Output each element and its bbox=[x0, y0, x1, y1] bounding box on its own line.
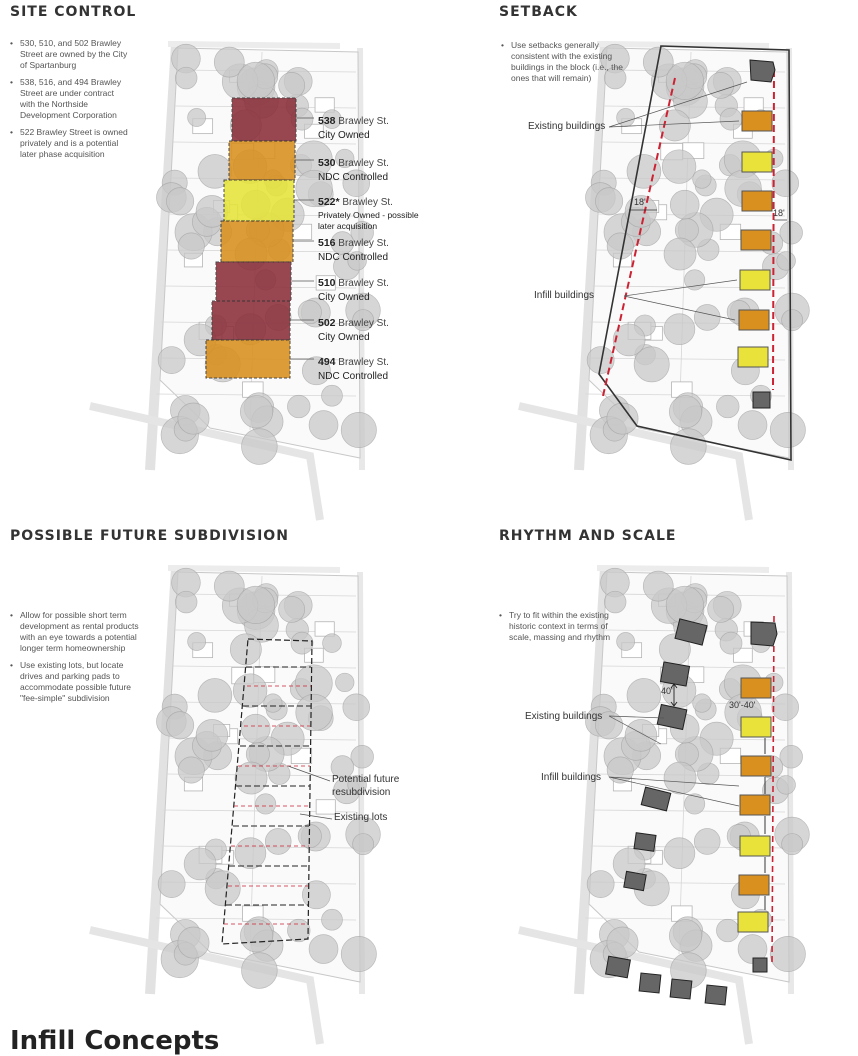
existing-lots-label: Existing lots bbox=[334, 812, 388, 823]
lot-number: 502 bbox=[318, 317, 336, 329]
tree-canopy bbox=[309, 935, 338, 964]
tree-canopy bbox=[175, 591, 197, 613]
footer-heading: Infill Concepts bbox=[10, 1026, 220, 1056]
infill-building bbox=[742, 111, 772, 131]
rhythm-scale-panel bbox=[429, 524, 858, 1048]
tree-canopy bbox=[178, 233, 204, 259]
tree-canopy bbox=[708, 596, 734, 622]
right-setback-dimension: 18' bbox=[773, 208, 785, 218]
tree-canopy bbox=[351, 745, 374, 768]
lot-street: Brawley St. bbox=[335, 278, 389, 289]
lot-ownership: NDC Controlled bbox=[318, 172, 389, 183]
tree-canopy bbox=[287, 919, 310, 942]
tree-canopy bbox=[664, 238, 696, 270]
street-north bbox=[168, 44, 340, 46]
tree-canopy bbox=[670, 190, 699, 219]
tree-canopy bbox=[302, 881, 330, 909]
existing-buildings-label: Existing buildings bbox=[528, 121, 606, 132]
existing-building-bottom bbox=[753, 392, 770, 408]
lot-number: 510 bbox=[318, 277, 336, 289]
tree-canopy bbox=[158, 347, 185, 374]
lot-label-510 bbox=[318, 273, 389, 304]
tree-canopy bbox=[336, 673, 354, 691]
tree-canopy bbox=[770, 412, 805, 447]
tree-canopy bbox=[772, 694, 799, 721]
tree-canopy bbox=[664, 762, 696, 794]
lot-510 bbox=[216, 262, 291, 301]
tree-canopy bbox=[233, 674, 267, 708]
lot-522 bbox=[224, 180, 294, 221]
tree-canopy bbox=[240, 396, 272, 428]
tree-canopy bbox=[298, 824, 321, 847]
tree-canopy bbox=[716, 919, 739, 942]
tree-canopy bbox=[241, 714, 270, 743]
tree-canopy bbox=[782, 834, 803, 855]
tree-canopy bbox=[625, 719, 657, 751]
tree-canopy bbox=[242, 429, 278, 465]
spacing-dimension-30-40: 30'-40' bbox=[729, 700, 756, 710]
tree-canopy bbox=[242, 953, 278, 989]
lot-number: 538 bbox=[318, 115, 336, 127]
tree-canopy bbox=[595, 188, 622, 215]
lot-number: 516 bbox=[318, 237, 336, 249]
tree-canopy bbox=[607, 403, 638, 434]
tree-canopy bbox=[708, 72, 734, 98]
left-setback-dimension: 18' bbox=[634, 197, 646, 207]
lot-label-502 bbox=[318, 313, 389, 344]
lot-label-538 bbox=[318, 111, 389, 142]
lot-number: 530 bbox=[318, 157, 336, 169]
note-item: • 530, 510, and 502 Brawley Street are owned by the City of Spartanburg bbox=[10, 38, 128, 71]
tree-canopy bbox=[235, 762, 267, 794]
tree-canopy bbox=[158, 871, 185, 898]
tree-canopy bbox=[237, 62, 274, 99]
subdivision-panel bbox=[0, 524, 429, 1056]
tree-canopy bbox=[291, 632, 313, 654]
tree-canopy bbox=[669, 920, 701, 952]
infill-buildings-label: Infill buildings bbox=[541, 772, 602, 783]
panel-title: POSSIBLE FUTURE SUBDIVISION bbox=[10, 528, 289, 544]
tree-canopy bbox=[237, 586, 274, 623]
tree-canopy bbox=[287, 395, 310, 418]
tree-canopy bbox=[296, 694, 333, 731]
tree-canopy bbox=[279, 596, 305, 622]
tree-canopy bbox=[627, 678, 661, 712]
existing-building-top bbox=[750, 60, 775, 82]
infill-building bbox=[740, 270, 770, 290]
spacing-dimension-40: 40' bbox=[661, 686, 673, 696]
lot-538 bbox=[232, 98, 296, 141]
tree-canopy bbox=[693, 170, 711, 188]
tree-canopy bbox=[188, 632, 206, 650]
lot-label-516 bbox=[318, 233, 389, 264]
tree-canopy bbox=[196, 719, 228, 751]
infill-building bbox=[741, 230, 771, 250]
infill-building bbox=[742, 152, 772, 172]
tree-canopy bbox=[694, 829, 720, 855]
panel-title: RHYTHM AND SCALE bbox=[499, 528, 677, 544]
setback-panel bbox=[429, 0, 858, 524]
lot-ownership: NDC Controlled bbox=[318, 252, 389, 263]
tree-canopy bbox=[772, 170, 799, 197]
setback-map bbox=[429, 0, 858, 524]
tree-canopy bbox=[175, 67, 197, 89]
tree-canopy bbox=[323, 634, 342, 653]
tree-canopy bbox=[166, 188, 193, 215]
tree-canopy bbox=[664, 838, 695, 869]
tree-canopy bbox=[178, 757, 204, 783]
panel-title: SITE CONTROL bbox=[10, 4, 137, 20]
tree-canopy bbox=[664, 314, 695, 345]
note-item: • 538, 516, and 494 Brawley Street are under contract with the Northside Development Corporation bbox=[10, 77, 128, 121]
tree-canopy bbox=[255, 794, 275, 814]
tree-canopy bbox=[322, 909, 343, 930]
lot-street: Brawley St. bbox=[335, 357, 389, 368]
tree-canopy bbox=[738, 411, 767, 440]
note-item: • Try to fit within the existing historic context in terms of scale, massing and rhythm bbox=[499, 610, 629, 643]
tree-canopy bbox=[322, 385, 343, 406]
tree-canopy bbox=[587, 871, 614, 898]
tree-canopy bbox=[198, 678, 232, 712]
tree-canopy bbox=[178, 403, 209, 434]
lot-ownership: NDC Controlled bbox=[318, 371, 389, 382]
tree-canopy bbox=[178, 927, 209, 958]
tree-canopy bbox=[666, 586, 703, 623]
lot-label-494 bbox=[318, 352, 389, 383]
tree-canopy bbox=[669, 396, 701, 428]
tree-canopy bbox=[684, 794, 704, 814]
tree-canopy bbox=[780, 745, 803, 768]
potential-resubdivision-label: Potential future resubdivision bbox=[332, 774, 400, 798]
tree-canopy bbox=[341, 936, 376, 971]
tree-canopy bbox=[188, 108, 206, 126]
tree-canopy bbox=[716, 395, 739, 418]
note-item: • Use setbacks generally consistent with the existing buildings in the block (i.e., the ones that will remain) bbox=[501, 40, 627, 84]
lot-number: 494 bbox=[318, 356, 336, 368]
note-item: • 522 Brawley Street is owned privately and is a potential later phase acquisition bbox=[10, 127, 128, 160]
tree-canopy bbox=[720, 632, 742, 654]
lot-street: Brawley St. bbox=[335, 116, 389, 127]
tree-canopy bbox=[694, 305, 720, 331]
tree-canopy bbox=[341, 412, 376, 447]
site-control-panel bbox=[0, 0, 429, 524]
lot-street: Brawley St. bbox=[335, 318, 389, 329]
tree-canopy bbox=[662, 150, 696, 184]
notes-list bbox=[10, 38, 128, 166]
lot-502 bbox=[212, 301, 290, 340]
lot-label-530 bbox=[318, 153, 389, 184]
infill-building bbox=[739, 310, 769, 330]
lot-ownership: Privately Owned - possible later acquisition bbox=[318, 210, 419, 231]
house-footprint bbox=[316, 800, 335, 814]
notes-list bbox=[501, 40, 627, 90]
rhythm-scale-map bbox=[429, 524, 858, 1048]
note-item: • Allow for possible short term development as rental products with an eye towards a potential longer term homeownership bbox=[10, 610, 140, 654]
panel-title: SETBACK bbox=[499, 4, 578, 20]
tree-canopy bbox=[782, 310, 803, 331]
note-item: • Use existing lots, but locate drives and parking pads to accommodate possible future "fee-simple" subdivision bbox=[10, 660, 140, 704]
tree-canopy bbox=[235, 838, 266, 869]
lot-label-522 bbox=[318, 192, 426, 232]
infill-buildings-label: Infill buildings bbox=[534, 290, 595, 301]
tree-canopy bbox=[309, 411, 338, 440]
tree-canopy bbox=[780, 221, 803, 244]
street-north bbox=[597, 568, 769, 570]
tree-canopy bbox=[770, 936, 805, 971]
tree-canopy bbox=[607, 233, 633, 259]
existing-buildings-label: Existing buildings bbox=[525, 711, 603, 722]
notes-list bbox=[499, 610, 629, 649]
tree-canopy bbox=[264, 694, 282, 712]
tree-canopy bbox=[184, 848, 216, 880]
tree-canopy bbox=[720, 108, 742, 130]
infill-building bbox=[742, 191, 772, 211]
lot-street: Brawley St. bbox=[335, 158, 389, 169]
infill-building bbox=[738, 347, 768, 367]
tree-canopy bbox=[279, 72, 305, 98]
notes-list bbox=[10, 610, 140, 710]
tree-canopy bbox=[240, 920, 272, 952]
lot-ownership: City Owned bbox=[318, 130, 370, 141]
tree-canopy bbox=[353, 834, 374, 855]
tree-canopy bbox=[607, 927, 638, 958]
street-north bbox=[168, 568, 340, 570]
tree-canopy bbox=[693, 694, 711, 712]
lot-ownership: City Owned bbox=[318, 332, 370, 343]
lot-516 bbox=[221, 221, 293, 262]
lot-number: 522* bbox=[318, 196, 340, 208]
tree-canopy bbox=[265, 829, 291, 855]
tree-canopy bbox=[166, 712, 193, 739]
lot-street: Brawley St. bbox=[335, 238, 389, 249]
lot-494 bbox=[206, 340, 290, 378]
tree-canopy bbox=[777, 252, 796, 271]
lot-street: Brawley St. bbox=[339, 197, 393, 208]
tree-canopy bbox=[777, 776, 796, 795]
lot-530 bbox=[229, 141, 295, 180]
tree-canopy bbox=[343, 694, 370, 721]
lot-ownership: City Owned bbox=[318, 292, 370, 303]
